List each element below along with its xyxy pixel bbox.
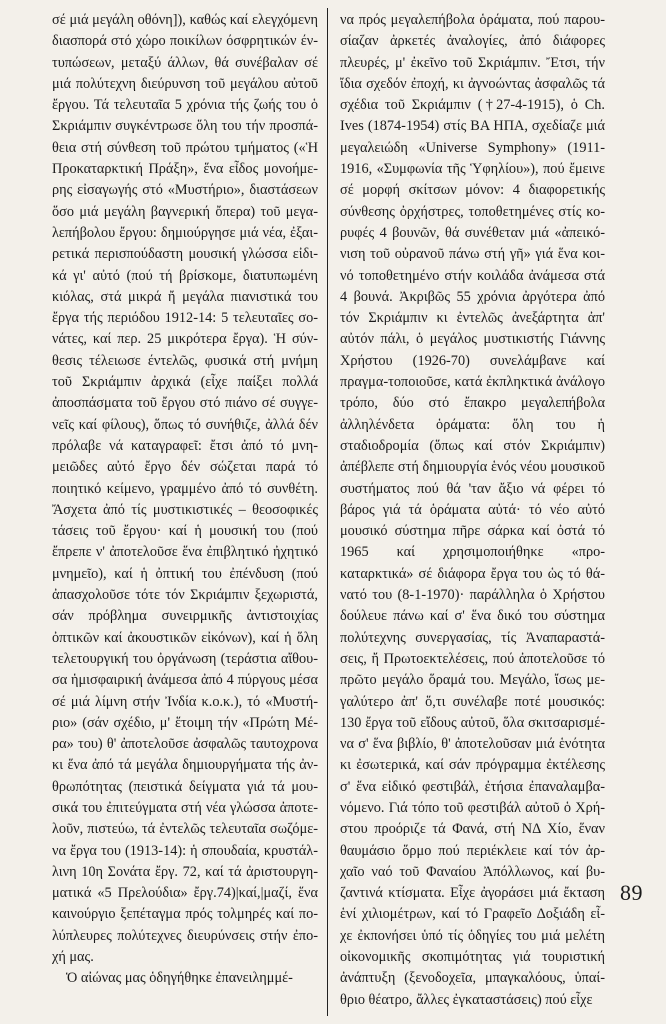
right-column — [340, 10, 605, 1011]
right-paragraph-1: να πρός μεγαλεπήβολα ὁράματα, πού παρου-σίαζαν ἀρκετές ἀναλογίες, ἀπό διάφορες πλευρές, μ' ἐκεῖνο τοῦ Σκριάμπιν. Ἔτσι, τήν ἴδια σχεδόν ἐποχή, κι ἀγνοώντας ἀσφαλῶς τά σχέδια τοῦ Σκριάμπιν (†27-4-1915), ὁ Ch. Ives (1874-1954) στίς ΒΑ ΗΠΑ, σχεδίαζε μιά μεγαλειώδη «Universe Symphony» (1911-1916, «Συμφωνία τῆς Ὑφηλίου»), πού ἔμεινε σέ μορφή σκίτσων μόνον: 4 διαφορετικής σύνθεσης ὀρχήστρες, τοποθετημένες στίς κο-ρυφές 4 βουνῶν, θά συνέθεταν μιά «ἀπεικό-νιση τοῦ οὐρανοῦ πάνω στή γῆ» γιά ἕνα κοι-νό τοποθετημένο στήν κοιλάδα ἀνάμεσα στά 4 βουνά. Ἀκριβῶς 55 χρόνια ἀργότερα ἀπό τόν Σκριάμπιν κι ἐντελῶς ἀνεξάρτητα ἀπ' αὐτόν πάλι, ὁ μεγάλος μυστικιστής Γιάννης Χρήστου (1926-70) συνελάμβανε καί πραγμα-τοποιοῦσε, κατά ἐκπληκτικά ἀνάλογο τρόπο, δύο στό ἔπακρο μεγαλεπήβολα ἀλληλένδετα ὁράματα: ὅλη του ἡ σταδιοδρομία (ὅπως καί στόν Σκριάμπιν) ἀπέβλεπε στή δημιουργία ἑνός νέου μουσικοῦ συστήματος πού θά 'ταν ἄξιο νά φέρει τό βάρος γιά τά ὁράματα αὐτά· τό νέο αὐτό μουσικό σύστημα πῆρε σάρκα καί ὀστά τό 1965 καί χρησιμοποιήθηκε «προ-καταρκτικά» σέ διάφορα ἔργα του ὡς τό θά-νατό του (8-1-1970)· παράλληλα ὁ Χρήστου δούλευε πάνω καί σ' ἕνα δικό του σύστημα πολύτεχνης συνεργασίας, τίς Ἀναπαραστά-σεις, ἤ Πρωτοεκτελέσεις, πού ἀποτελοῦσε τό πρῶτο μεγάλο ὅραμά του. Μεγάλο, ἴσως με-γαλύτερο ἀπ' ὅ,τι συνέλαβε ποτέ μουσικός: 130 ἔργα τοῦ εἴδους αὐτοῦ, ὅλα σκιτσαρισμέ-να σ' ἕνα βιβλίο, θ' ἀποτελοῦσαν μιά ἑνότητα κι ἐσωτερικά, καί σάν πρόγραμμα ἐκτέλεσης σ' ἕνα εἰδικό φεστιβάλ, ἐτήσια ἐπαναλαμβα-νόμενο. Γιά τόπο τοῦ φεστιβάλ αὐτοῦ ὁ Χρή-στου προόριζε τά Φανά, στή ΝΔ Χίο, ἕναν θαυμάσιο ὅρμο πού περιέκλειε καί τόν ἀρ-χαῖο ναό τοῦ Φαναίου Ἀπόλλωνος, καί βυ-ζαντινά κτίσματα. Εἶχε ἀγοράσει μιά ἔκταση ἑνί χιλιομέτρων, καί τό Γραφεῖο Δοξιάδη εἶ-χε ἐκπονήσει ὑπό τίς ὁδηγίες του μιά μελέτη οἰκονομικῆς σκοπιμότητας γιά τουριστική ἀνάπτυξη (ξενοδοχεῖα, μπαγκαλόους, ὑπαί-θριο θέατρο, ἄλλες ἐγκαταστάσεις) πού εἶχε — [340, 12, 605, 1008]
left-paragraph-2: Ὁ αἰώνας μας ὁδηγήθηκε ἐπανειλημμέ- — [66, 970, 293, 987]
left-paragraph-1: σέ μιά μεγάλη οθόνη]), καθώς καί ελεγχόμενη διασπορά στό χώρο ποικίλων όσφρητικών έν-τυπώσεων, μεταξύ άλλων, θά συνέβαλαν σέ μιά πολύτεχνη διεύρυνση τοῦ μεγάλου αὐτοῦ ἔργου. Τά τελευταῖα 5 χρόνια τής ζωής του ὁ Σκριάμπιν συγκέντρωσε ὅλη του τήν προσπά-θεια στή σύνθεση τοῦ πρώτου τμήματος («Ἡ Προκαταρκτική Πράξη», ἕνα εἶδος μονοήμε-ρης εἰσαγωγής στό «Μυστήριο», διαστάσεων ὅσο μιά μεγάλη βαγνερική ὄπερα) τοῦ μεγα-λεπήβολου ἔργου: δημιούργησε μιά νέα, ἐξαι-ρετικά περισπούδαστη μουσική γλώσσα εἰδι-κά γι' αὐτό (πού τή βρίσκομε, διατυπωμένη κιόλας, στά μικρά ἤ μεγάλα πιανιστικά του ἔργα τής περιόδου 1912-14: 5 τελευταῖες σο-νάτες, καί περ. 25 μικρότερα ἔργα). Ἡ σύν-θεσις τέλειωσε έντελῶς, φυσικά στή μνήμη τοῦ Σκριάμπιν ἀρχικά (εἶχε παίξει πολλά ἀποσπάσματα τοῦ ἔργου στό πιάνο σέ συγγε-νεῖς καί φίλους), ὅπως τό συνήθιζε, ἀλλά δέν πρόλαβε νά καταγραφεῖ: ἔτσι ἀπό τό μνη-μειῶδες αὐτό ἔργο δέν σώζεται παρά τό ποιητικό κείμενο, γραμμένο ἀπό τό συνθέτη. Ἄσχετα ἀπό τίς μυστικιστικές – θεοσοφικές τάσεις τοῦ ἔργου· καί ἡ μουσική του (πού ἔπρεπε ν' ἀποτελοῦσε ἕνα ἐπιβλητικό ἠχητικό μνημεῖο), καί ἡ ὀπτική του ἐπένδυση (πού ἀπασχολοῦσε τότε τόν Σκριάμπιν ξεχωριστά, σάν πρόβλημα συνειρμικῆς ἀντιστοιχίας ὀπτικῶν καί ἀκουστικῶν εἰκόνων), καί ἡ ὅλη τελετουργική του ὀργάνωση (τεράστια αἴθου-σα ἡμισφαιρική ἀνάμεσα ἀπό 4 πύργους μέσα σέ μιά λίμνη στήν Ἰνδία κ.ο.κ.), τό «Μυστή-ριο» (σάν σχέδιο, μ' ἕτοιμη τήν «Πρώτη Μέ-ρα» του) θ' ἀποτελοῦσε ἀσφαλῶς ταυτοχρονα κι ἕνα ἀπό τά μεγάλα δημιουργήματα τής ἀν-θρωπότητας (πειστικά δείγματα γιά τά μου-σικά του ἐπιτεύγματα στή νέα γλώσσα ἀποτε-λοῦν, πιστεύω, τά ἐντελῶς τελευταῖα σωζόμε-να ἔργα του (1913-14): ἡ σπουδαία, κρυστάλ-λινη 10η Σονάτα ἔργ. 72, καί τά ἀριστουργη-ματικά «5 Πρελούδια» ἔργ.74)|καί,|μαζί, ἕνα καινούργιο ξεπέταγμα πρός τολμηρές καί πο-λύπλευρες πολύτεχνες διευρύνσεις στήν ἐπο-χή μας. — [52, 12, 318, 966]
page-number: 89 — [620, 880, 643, 905]
left-column — [52, 10, 318, 990]
column-divider — [327, 8, 328, 1016]
